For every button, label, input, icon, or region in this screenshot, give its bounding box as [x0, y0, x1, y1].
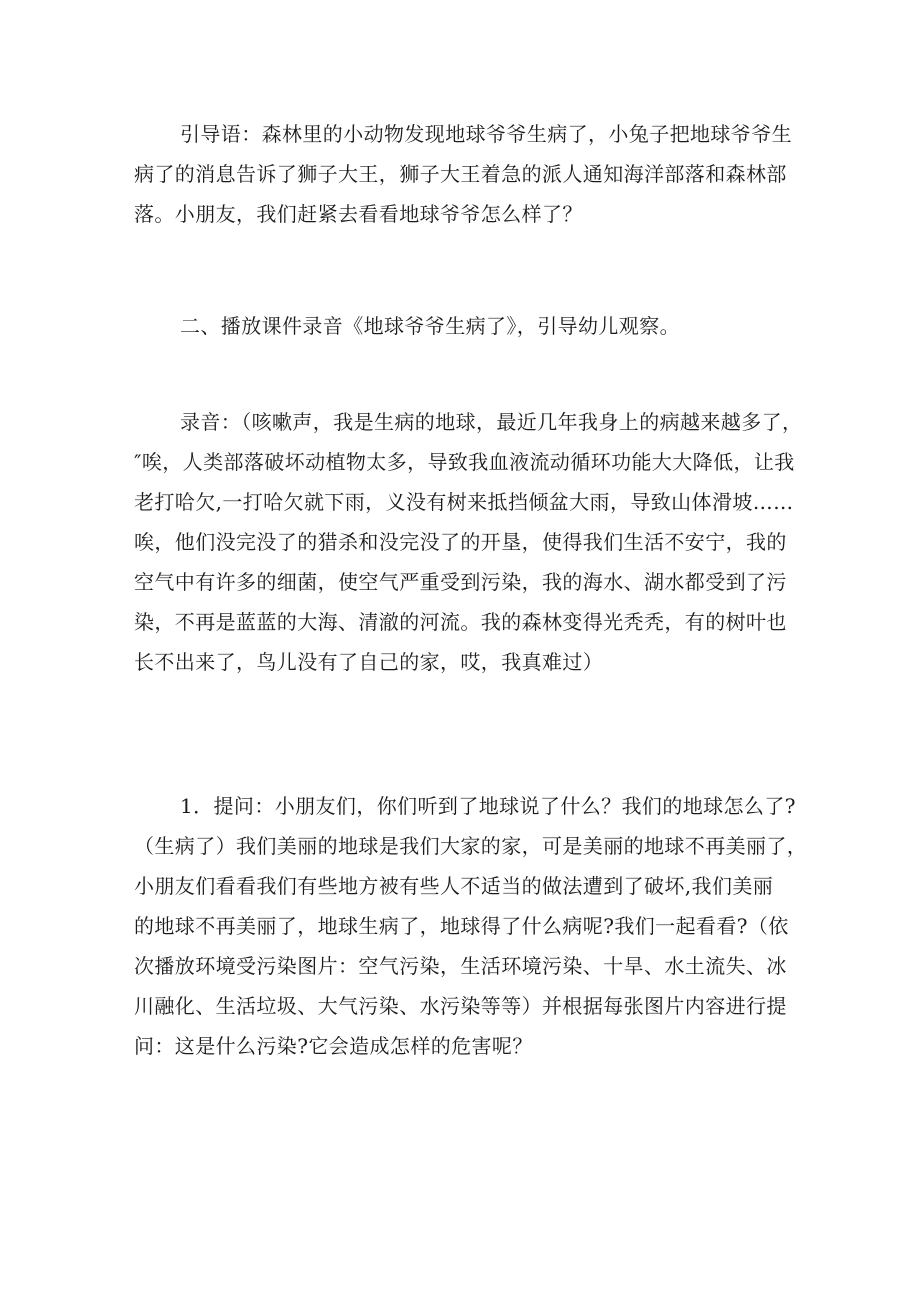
text-line: 老打哈欠,一打哈欠就下雨，义没有树来抵挡倾盆大雨，导致山体滑坡…… [134, 490, 794, 514]
text-line: （生病了）我们美丽的地球是我们大家的家，可是美丽的地球不再美丽了， [134, 834, 808, 858]
text-line: 长不出来了，鸟儿没有了自己的家，哎，我真难过） [134, 650, 604, 674]
text-line: 1．提问：小朋友们，你们听到了地球说了什么？我们的地球怎么了? [180, 794, 796, 818]
text-line: 问：这是什么污染?它会造成怎样的危害呢？ [134, 1034, 533, 1058]
text-line: 川融化、生活垃圾、大气污染、水污染等等）并根据每张图片内容进行提 [134, 994, 787, 1018]
text-line: 二、播放课件录音《地球爷爷生病了》，引导幼儿观察。 [180, 314, 680, 338]
text-line: ″唉，人类部落破坏动植物太多，导致我血液流动循环功能大大降低，让我 [134, 450, 795, 474]
text-line: 病了的消息告诉了狮子大王，狮子大王着急的派人通知海洋部落和森林部 [134, 162, 787, 186]
text-line: 唉，他们没完没了的猎杀和没完没了的开垦，使得我们生活不安宁，我的 [134, 530, 787, 554]
text-line: 小朋友们看看我们有些地方被有些人不适当的做法遭到了破坏,我们美丽 [134, 874, 774, 898]
paragraph-recording [134, 402, 802, 682]
text-line: 的地球不再美丽了，地球生病了，地球得了什么病呢?我们一起看看?（依 [134, 914, 789, 938]
paragraph-question [134, 786, 808, 1066]
text-line: 录音：（咳嗽声，我是生病的地球，最近几年我身上的病越来越多了， [180, 410, 803, 434]
text-line: 落。小朋友，我们赶紧去看看地球爷爷怎么样了？ [134, 202, 583, 226]
paragraph-section-two [134, 306, 802, 346]
text-line: 引导语：森林里的小动物发现地球爷爷生病了，小兔子把地球爷爷生 [180, 122, 792, 146]
paragraph-intro [134, 114, 802, 234]
text-line: 空气中有许多的细菌，使空气严重受到污染，我的海水、湖水都受到了污 [134, 570, 787, 594]
text-line: 次播放环境受污染图片：空气污染，生活环境污染、十旱、水土流失、冰 [134, 954, 787, 978]
text-line: 染，不再是蓝蓝的大海、清澈的河流。我的森林变得光秃秃，有的树叶也 [134, 610, 787, 634]
